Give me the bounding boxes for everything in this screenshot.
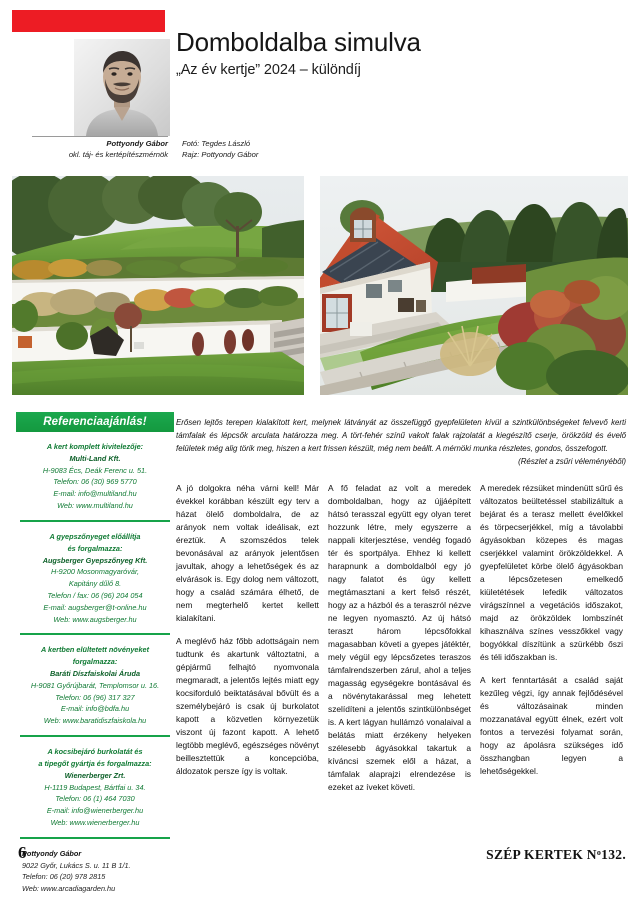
ad-block-contractor xyxy=(16,432,174,519)
ad-block-designer xyxy=(16,839,174,902)
ad-phone: Telefon: 06 (96) 317 327 xyxy=(55,692,135,702)
ad-address: H-1119 Budapest, Bártfai u. 34. xyxy=(44,782,146,792)
ad-phone: Telefon: 06 (1) 464 7030 xyxy=(55,794,135,804)
ad-web[interactable]: Web: www.augsberger.hu xyxy=(53,614,137,624)
page-number: 6 xyxy=(18,843,27,862)
referral-badge: Referenciaajánlás! xyxy=(16,412,174,432)
designer-phone: Telefon: 06 (20) 978 2815 xyxy=(22,872,106,882)
ad-company: Wienerberger Zrt. xyxy=(64,770,126,780)
credits xyxy=(16,138,316,161)
ad-lead: A gyepszőnyeget előállítja xyxy=(49,531,141,541)
ad-lead-2: forgalmazza: xyxy=(72,657,118,667)
ad-web[interactable]: Web: www.baratidiszfaiskola.hu xyxy=(43,716,147,726)
ad-address: H-9200 Mosonmagyaróvár, xyxy=(50,567,139,577)
designer-web[interactable]: Web: www.arcadiagarden.hu xyxy=(22,884,116,894)
page-title: Domboldalba simulva xyxy=(176,27,421,57)
ad-email[interactable]: E-mail: info@bdfa.hu xyxy=(60,704,130,714)
ad-address-2: Kapitány dűlő 8. xyxy=(68,579,122,589)
credit-divider xyxy=(32,136,168,137)
jury-excerpt xyxy=(176,416,626,468)
issue-number: 132. xyxy=(601,847,626,862)
ad-lead: A kertben elültetett növényeket xyxy=(41,645,149,655)
body-column-1 xyxy=(176,482,319,794)
designer-address: 9022 Győr, Lukács S. u. 11 B 1/1. xyxy=(22,860,131,870)
ad-lead-2: és forgalmazza: xyxy=(67,543,123,553)
photo-credit: Fotó: Tegdes László xyxy=(182,139,251,148)
author-name: Pottyondy Gábor xyxy=(106,139,168,148)
paragraph: A meglévő ház főbb adottságain nem tudtunk és akartunk változtatni, a gépjármű felhajtó nyomvonala megmaradt, a jelentős lejtés miatt egy kocsiforduló beiktatásával bővült és a személybejáró is csak új burkolatot kapott a közvetlen környezetük viszont új fazont kapott. A lehető legtöbb meglévő, egészséges növényt beillesztettük a koncepcióba, áldozatok persze így is voltak. xyxy=(176,635,319,776)
body-columns xyxy=(176,482,628,794)
ad-address: H-9081 Győrújbarát, Templomsor u. 16. xyxy=(30,680,160,690)
author-portrait-photo xyxy=(74,39,170,136)
jury-excerpt-text: Erősen lejtős terepen kialakított kert, melynek látványát az összefüggő gyepfelületen kívül a szintkülönbségeket felvevő kerti támfalak és lépcsők arculata határozza meg. A tört-fehér színű vakolt falak rajzolatát a kiegészítő cserje, örökzöld és évelő felületek még alig törik meg, hiszen a kert frissen készült, még nem beállt. A mérnöki munka részletes, gondos, összefogott. xyxy=(176,418,626,454)
ad-phone: Telefon / fax: 06 (96) 204 054 xyxy=(47,590,143,600)
title-block xyxy=(176,28,626,78)
drawing-credit: Rajz: Pottyondy Gábor xyxy=(182,150,259,160)
body-column-3 xyxy=(480,482,623,794)
ad-company: Baráti Díszfaiskolai Áruda xyxy=(49,669,141,678)
ad-company: Multi-Land Kft. xyxy=(69,453,121,463)
ad-lead: A kocsibejáró burkolatát és xyxy=(47,747,143,757)
paragraph: A meredek rézsüket mindenütt sűrű és változatos beültetéssel stabilizáltuk a bejárat és a terasz mellett évelőkkel és törpecserjékkel, míg a távolabbi ágyásokban közepes és magas cserjékkel valamint örökzöldekkel. A gyepfelületet körbe ölelő ágyásokban a lépcsőzetesen emelkedő kiületétések lefedik változatos virágszínnel a vegetációs időszakot, majd az örökzöldek lombszínét kihasználva színes vesszőkkel vagy bogyókkal díszítünk a szürkébb őszi és téli időszakban is. xyxy=(480,483,623,662)
ad-web[interactable]: Web: www.multiland.hu xyxy=(57,501,133,511)
ad-email[interactable]: E-mail: augsberger@t-online.hu xyxy=(43,602,147,612)
ad-block-turf xyxy=(16,522,174,633)
ad-email[interactable]: E-mail: info@multiland.hu xyxy=(53,489,137,499)
publication-footer xyxy=(486,847,626,863)
jury-excerpt-source: (Részlet a zsűri véleményéből) xyxy=(518,457,626,467)
ad-email[interactable]: E-mail: info@wienerberger.hu xyxy=(46,806,144,816)
ad-block-nursery xyxy=(16,635,174,734)
ad-block-paving xyxy=(16,737,174,836)
issue-ordinal: o xyxy=(596,848,602,857)
publication-name: SZÉP KERTEK N xyxy=(486,847,597,862)
sidebar-referral-box xyxy=(16,412,174,902)
ad-company: Augsberger Gyepszőnyeg Kft. xyxy=(42,555,148,565)
red-accent-bar xyxy=(12,10,165,32)
page-subtitle: „Az év kertje” 2024 – különdíj xyxy=(176,62,361,79)
garden-photo-house-lawn xyxy=(320,176,628,395)
designer-name: Pottyondy Gábor xyxy=(22,848,82,858)
ad-web[interactable]: Web: www.wienerberger.hu xyxy=(50,817,140,827)
ad-address: H-9083 Écs, Deák Ferenc u. 51. xyxy=(42,465,148,475)
ad-lead-2: a tipegőt gyártja és forgalmazza: xyxy=(38,758,152,768)
ad-phone: Telefon: 06 (30) 969 5770 xyxy=(53,477,137,487)
body-column-2 xyxy=(328,482,471,794)
paragraph: A kert fenntartását a család saját kezűleg végzi, így annak fejlődésével és változásainak minden mozzanatával együtt élnek, ezért volt fontos a tervezési folyamat során, hogy az ápolásra szükséges idő összhangban legyen a lehetőségekkel. xyxy=(480,674,623,776)
garden-photo-terraced-walls xyxy=(12,176,304,395)
author-role: okl. táj- és kertépítészmérnök xyxy=(68,150,168,160)
paragraph: A jó dolgokra néha várni kell! Már évekkel korábban készült egy terv a házat ölelő domboldalra, de az arányok nem voltak ideálisak, ezt éreztük. A szomszédos telek bevonásával az arányok jelentősen javultak, ahogy a lehetőségek és az elvárások is. Egy dolog nem változott, hogy a család számára élhető, de nem megterhelő kertet kellett kialakítani. xyxy=(176,483,319,623)
paragraph: A fő feladat az volt a meredek domboldalban, hogy az újjáépített hátsó terasszal együtt egy olyan teret hozzunk létre, mely egyszerre a nappali kiterjesztése, vendég fogadó tér és sportpálya. Ehhez ki kellett harapnunk a domboldalból egy jó nagy falatot és úgy kellett megtámasztani a kert felső részét, hogy az a házból és a teraszról nézve ne legyen nyomasztó. Az új hátsó teraszt három lépcsőfokkal magasabban követi a gyepes játéktér, mely végül egy lépcsőzetes teraszos támfalrendszerben zárul, ahol a teljes magasság egységekre bontásával és a növénytakarással meg lehetett szelídíteni a jelentős szintkülönbséget is. A kert lágyan hullámzó vonalaival a belátás miatt érzékeny helyeken szélesebb ágyásokkal takartuk a kíváncsi szemek elől a házat, a támfalak alaprajzi elrendezése is ezeket az íveket követi. xyxy=(328,483,471,792)
ad-lead: A kert komplett kivitelezője: xyxy=(46,442,144,451)
